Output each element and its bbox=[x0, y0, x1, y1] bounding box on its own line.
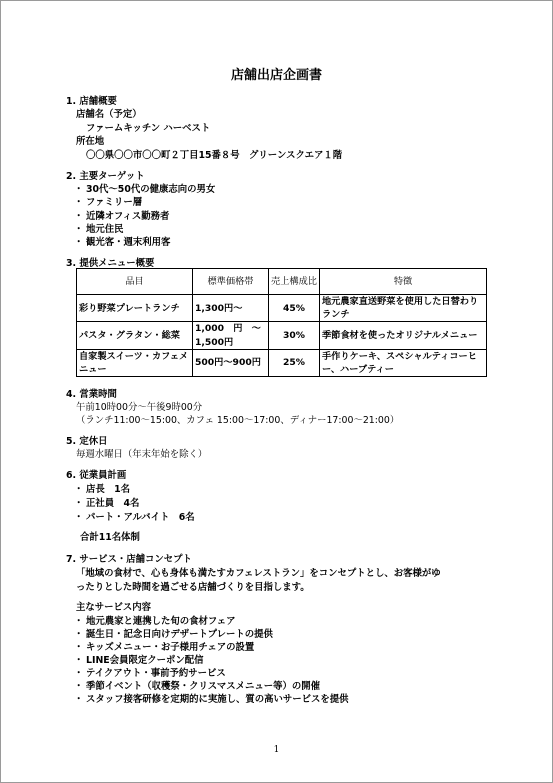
cell-item: 彩り野菜プレートランチ bbox=[77, 295, 193, 322]
page-number: 1 bbox=[273, 745, 280, 755]
store-name-value: ファームキッチン ハーベスト bbox=[86, 123, 211, 134]
header-ratio: 売上構成比 bbox=[269, 269, 320, 295]
section-6-heading: 6. 従業員計画 bbox=[66, 470, 127, 481]
header-price: 標準価格帯 bbox=[193, 269, 269, 295]
section-7-heading: 7. サービス・店舗コンセプト bbox=[66, 554, 192, 565]
business-hours: 午前10時00分〜午後9時00分 bbox=[76, 402, 203, 413]
closed-day: 毎週水曜日（年末年始を除く） bbox=[76, 449, 208, 460]
section-2-heading: 2. 主要ターゲット bbox=[66, 171, 145, 182]
service-item: ・ キッズメニュー・お子様用チェアの設置 bbox=[74, 641, 254, 654]
service-item: ・ スタッフ接客研修を定期的に実施し、質の高いサービスを提供 bbox=[74, 693, 349, 706]
cell-ratio: 45% bbox=[269, 295, 320, 322]
staff-item: ・ パート・アルバイト 6名 bbox=[74, 511, 195, 524]
cell-feature: 手作りケーキ、スペシャルティコーヒー、ハーブティー bbox=[320, 349, 487, 376]
service-item: ・ 季節イベント（収穫祭・クリスマスメニュー等）の開催 bbox=[74, 680, 320, 693]
address-label: 所在地 bbox=[76, 136, 105, 147]
cell-ratio: 25% bbox=[269, 349, 320, 376]
target-item: ・ 30代〜50代の健康志向の男女 bbox=[74, 183, 215, 196]
target-item: ・ 地元住民 bbox=[74, 223, 124, 236]
cell-price: 1,000 円 〜 1,500円 bbox=[193, 322, 269, 349]
cell-item: 自家製スイーツ・カフェメニュー bbox=[77, 349, 193, 376]
concept-line-1: 「地域の食材で、心も身体も満たすカフェレストラン」をコンセプトとし、お客様がゆ bbox=[76, 568, 441, 579]
service-item: ・ LINE会員限定クーポン配信 bbox=[74, 654, 203, 667]
service-item: ・ 誕生日・記念日向けデザートプレートの提供 bbox=[74, 628, 273, 641]
cell-feature: 季節食材を使ったオリジナルメニュー bbox=[320, 322, 487, 349]
table-row bbox=[77, 295, 487, 322]
services-label: 主なサービス内容 bbox=[76, 602, 152, 613]
concept-line-2: ったりとした時間を過ごせる店舗づくりを目指します。 bbox=[76, 582, 310, 593]
section-1-heading: 1. 店舗概要 bbox=[66, 96, 117, 107]
address-value: 〇〇県〇〇市〇〇町２丁目15番８号 グリーンスクエア１階 bbox=[86, 150, 343, 161]
staff-total: 合計11名体制 bbox=[80, 532, 140, 543]
section-5-heading: 5. 定休日 bbox=[66, 436, 108, 447]
table-row bbox=[77, 322, 487, 349]
target-item: ・ 近隣オフィス勤務者 bbox=[74, 210, 169, 223]
target-item: ・ 観光客・週末利用客 bbox=[74, 236, 170, 249]
store-name-label: 店舗名（予定） bbox=[76, 109, 142, 120]
service-item: ・ 地元農家と連携した旬の食材フェア bbox=[74, 615, 236, 628]
table-header-row bbox=[77, 269, 487, 295]
cell-price: 1,300円〜 bbox=[193, 295, 269, 322]
header-feature: 特徴 bbox=[320, 269, 487, 295]
table-row bbox=[77, 349, 487, 376]
staff-item: ・ 店長 1名 bbox=[74, 483, 130, 496]
staff-item: ・ 正社員 4名 bbox=[74, 497, 139, 510]
section-4-heading: 4. 営業時間 bbox=[66, 389, 117, 400]
header-item: 品目 bbox=[77, 269, 193, 295]
target-item: ・ ファミリー層 bbox=[74, 196, 142, 209]
cell-feature: 地元農家直送野菜を使用した日替わりランチ bbox=[320, 295, 487, 322]
business-hours-detail: （ランチ11:00〜15:00、カフェ 15:00〜17:00、ディナー17:00〜21:00） bbox=[76, 415, 400, 426]
cell-item: パスタ・グラタン・総菜 bbox=[77, 322, 193, 349]
cell-ratio: 30% bbox=[269, 322, 320, 349]
service-item: ・ テイクアウト・事前予約サービス bbox=[74, 667, 226, 680]
cell-price: 500円〜900円 bbox=[193, 349, 269, 376]
section-3-heading: 3. 提供メニュー概要 bbox=[66, 258, 155, 269]
document-title: 店舗出店企画書 bbox=[230, 68, 322, 83]
menu-table bbox=[76, 268, 487, 377]
